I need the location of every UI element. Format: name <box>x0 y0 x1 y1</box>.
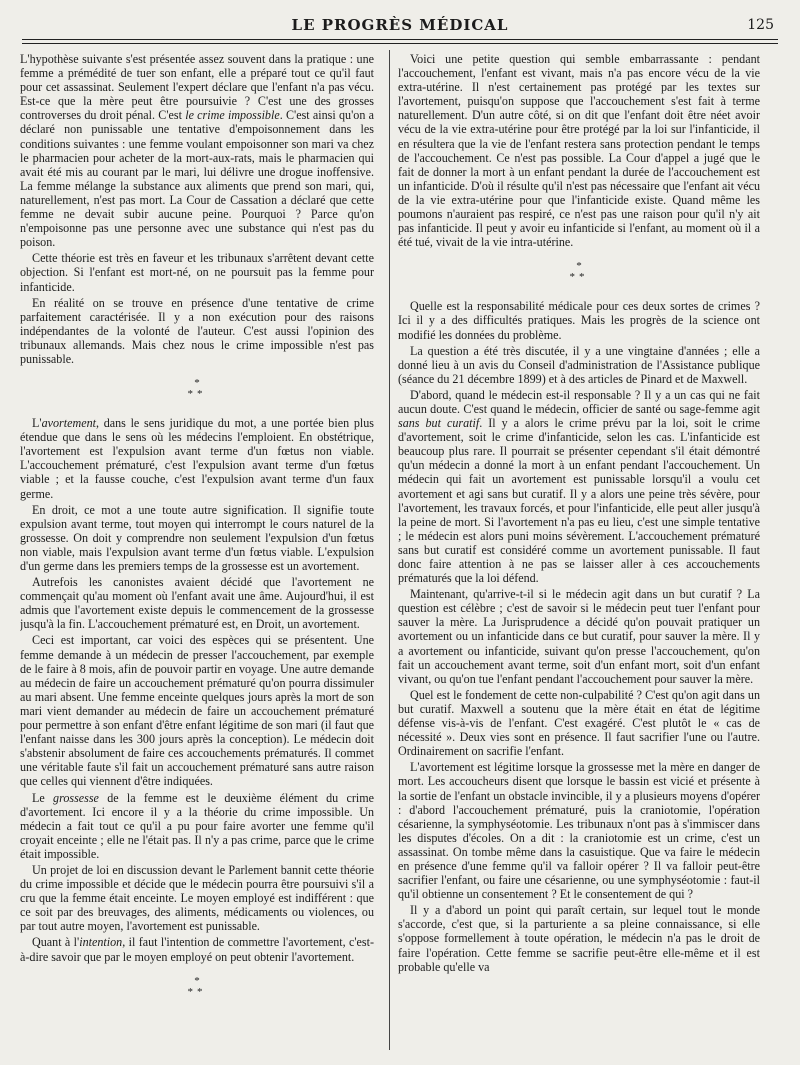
asterism-bottom: ** <box>187 388 207 401</box>
page-number: 125 <box>747 17 774 33</box>
text: , il faut l'intention de commettre l'avortement, c'est-à-dire savoir que par le moyen employé on peut obtenir l'avortement. <box>20 935 374 964</box>
paragraph: La question a été très discutée, il y a une vingtaine d'années ; elle a donné lieu à un avis du Conseil d'administration de l'Assistance publique (séance du 21 décembre 1899) et à des articles de Pinard et de Maxwell. <box>398 343 760 386</box>
text: de la femme est le deuxième élément du crime d'avortement. Ici encore il y a la théorie du crime impossible. Un médecin a fait tout ce qu'il a pu pour faire avorter une femme qu'il croyait enceinte ; elle ne l'était pas. Il n'y a pas crime, parce que le crime était impossible. <box>20 790 374 861</box>
paragraph: Il y a d'abord un point qui paraît certain, sur lequel tout le monde s'accorde, c'est que, si la parturiente a sa pleine connaissance, si elle s'oppose formellement à toute opération, le médecin n'a pas le droit de faire l'opération. Cette femme se sacrifie peut-être elle-même et il est probable qu'elle va <box>398 903 760 974</box>
paragraph <box>20 935 374 963</box>
asterism-top: * <box>194 974 200 987</box>
paragraph: L'avortement est légitime lorsque la grossesse met la mère en danger de mort. Les accoucheurs disent que lorsque le bassin est vicié et présente à la sortie de l'enfant un obstacle invincible, il y a plusieurs moyens d'opérer : d'abord l'accouchement prématuré, puis la craniotomie, l'opération césarienne, la symphyséotomie. Les tribunaux n'ont pas à s'immiscer dans les disputes d'écoles. On a dit : la craniotomie est un crime, c'est un assassinat. On tombe même dans la casuistique. Que va faire le médecin en présence d'une femme qu'il va falloir opérer ? Il va falloir peut-être sacrifier l'enfant, ou faire une césarienne, ou une symphyséotomie : faut-il qu'il obtienne un consentement ? Et le consentement de qui ? <box>398 760 760 902</box>
section-divider-asterism <box>20 976 374 998</box>
right-column <box>398 52 760 1057</box>
emphasis: sans but curatif <box>398 416 480 431</box>
paragraph: Voici une petite question qui semble embarrassante : pendant l'accouchement, l'enfant est vivant, mais n'a pas encore vécu de la vie extra-utérine. Il n'est certainement pas protégé par les textes sur l'avortement, puisqu'on suppose que l'accouchement s'est fait à terme naturellement. D'un autre côté, si on dit que l'enfant doit être néet avoir vécu de la vie extra-utérine pour être protégé par la loi sur l'infanticide, il en résultera que la vie de l'enfant restera sans protection pendant le temps de l'accouchement. Ce n'est pas possible. La Cour d'appel a jugé que le fait de donner la mort à un enfant pendant la durée de l'accouchement est un infanticide. D'où il résulte qu'il n'est pas nécessaire que l'enfant ait vécu de la vie extra-utérine pour que l'infanticide existe. Quand même les poumons n'auraient pas respiré, ce n'est pas une raison pour qu'il n'y ait pas infanticide. Il peut y avoir eu infanticide si l'enfant, au moment où il a été tué, vivait de la vie intra-utérine. <box>398 52 760 250</box>
emphasis: avortement <box>41 416 96 431</box>
page-header <box>22 12 778 42</box>
text: L'hypothèse suivante s'est présentée assez souvent dans la pratique : une femme a prémédité de tuer son enfant, elle a préparé tout ce qu'il faut pour cet assassinat. Seulement l'expert déclare que l'enfant n'a pas vécu. Est-ce que la mère peut être poursuivie ? C'est une des grosses controverses du droit pénal. C'est <box>20 52 374 123</box>
paragraph: Ceci est important, car voici des espèces qui se présentent. Une femme demande à un médecin de presser l'accouchement, par exemple de le faire à 8 mois, afin de pouvoir partir en voyage. Une autre demande au médecin de faire un accouchement prématuré qu'on pourra dissimuler au mari absent. Une femme enceinte quelques jours après la mort de son mari vient demander au médecin de faire un accouchement prématuré pour permettre à son enfant d'être enfant légitime de son mari (il faut que l'enfant naisse dans les 300 jours après la conception). Le médecin doit s'abstenir absolument de faire ces accouchements prématurés. Il commet une véritable faute s'il fait un accouchement prématuré sans autre raison que celles qui viennent d'être indiquées. <box>20 633 374 789</box>
text: Quant à l' <box>32 935 80 950</box>
text: D'abord, quand le médecin est-il responsable ? Il y a un cas qui ne fait aucun doute. C'est quand le médecin, officier de santé ou sage-femme agit <box>398 387 760 416</box>
text: , dans le sens juridique du mot, a une portée bien plus étendue que dans le sens où les médecins l'emploient. En obstétrique, l'avortement est l'expulsion avant terme d'un fœtus non viable. L'accouchement prématuré, c'est l'expulsion avant terme d'un fœtus viable ; et la fausse couche, c'est l'expulsion avant terme d'un faux germe. <box>20 416 374 501</box>
text: L' <box>32 416 42 431</box>
header-rule <box>22 39 778 40</box>
paragraph: Quelle est la responsabilité médicale pour ces deux sortes de crimes ? Ici il y a des difficultés pratiques. Mais les progrès de la science ont modifié les données du problème. <box>398 299 760 342</box>
paragraph: En réalité on se trouve en présence d'une tentative de crime parfaitement caractérisée. Il y a non exécution pour des raisons indépendantes de la volonté de l'auteur. C'est aussi l'opinion des tribunaux allemands. Mais chez nous le crime impossible n'est pas punissable. <box>20 295 374 366</box>
asterism-top: * <box>194 377 200 390</box>
column-separator <box>389 50 390 1050</box>
paragraph: Cette théorie est très en faveur et les tribunaux s'arrêtent devant cette objection. Si l'enfant est mort-né, on ne poursuit pas la femme pour infanticide. <box>20 251 374 294</box>
section-divider-asterism <box>398 261 760 283</box>
asterism-bottom: ** <box>187 985 207 998</box>
emphasis: le crime impossible <box>185 108 280 123</box>
paragraph <box>20 52 374 249</box>
paragraph <box>20 416 374 501</box>
paragraph: Quel est le fondement de cette non-culpabilité ? C'est qu'on agit dans un but curatif. Maxwell a soutenu que la mère était en état de légitime défense vis-à-vis de l'enfant. C'est exagéré. C'est plutôt le « cas de nécessité ». Deux vies sont en présence. Il faut sacrifier l'une ou l'autre. Ordinairement on sacrifie l'enfant. <box>398 687 760 759</box>
paragraph <box>398 388 760 585</box>
paragraph: Autrefois les canonistes avaient décidé que l'avortement ne commençait qu'au moment où l'enfant avait une âme. Aujourd'hui, il est admis que l'avortement existe depuis le commencement de la grossesse jusqu'à la fin. L'accouchement prématuré est, en Droit, un avortement. <box>20 575 374 632</box>
asterism-top: * <box>576 260 582 273</box>
emphasis: intention <box>79 935 123 950</box>
emphasis: grossesse <box>53 790 99 805</box>
paragraph <box>20 791 374 861</box>
text: . Il y a alors le crime prévu par la loi, soit le crime d'avortement, soit le crime d'infanticide, selon les cas. L'infanticide est beaucoup plus rare. Il pourrait se présenter cependant s'il était démontré qu'un médecin a donné la mort à un enfant pendant l'accouchement. Un médecin qui fait un avortement est punissable lorsqu'il a voulu cet avortement et agi sans but curatif. Il y a alors une peine très sévère, pour l'avortement, les travaux forcés, et pour l'infanticide, elle peut aller jusqu'à la peine de mort. Si l'avortement n'a pas eu lieu, c'est une simple tentative ; le médecin est alors puni moins sévèrement. L'accouchement prématuré sans but curatif est considéré comme un avortement punissable. Il faut donc faire attention à ne pas se laisser aller à ces accouchements prématurés que la loi défend. <box>398 416 760 586</box>
paragraph: En droit, ce mot a une toute autre signification. Il signifie toute expulsion avant terme, tout moyen qui interrompt le cours naturel de la grossesse. On doit y comprendre non seulement l'expulsion d'un fœtus non viable, mais l'expulsion avant terme d'un fœtus viable. L'expulsion d'un germe dans les premiers temps de la grossesse est un avortement. <box>20 502 374 573</box>
journal-title: LE PROGRÈS MÉDICAL <box>291 16 509 34</box>
text: Le <box>32 790 54 805</box>
header-rule-thin <box>22 43 778 44</box>
text: . C'est ainsi qu'on a déclaré non punissable une tentative d'empoisonnement dans les conditions suivantes : une femme voulant empoisonner son mari va chez le pharmacien pour acheter de la mort-aux-rats, mais le pharmacien qui avait été mis au courant par le mari, lui délivre une drogue inoffensive. La femme mélange la substance aux aliments que prend son mari, qui, naturellement, n'est pas mort. La Cour de Cassation a déclaré que cette femme ne devait subir aucune peine. Pourquoi ? Parce qu'on n'empoisonne pas une personne avec une substance qui n'est pas du poison. <box>20 108 374 250</box>
paragraph: Un projet de loi en discussion devant le Parlement bannit cette théorie du crime impossible et décide que le médecin pourra être poursuivi s'il a cru que la femme était enceinte. Le moyen employé est indifférent : que ce soit par des breuvages, des aliments, médicaments ou violences, ou par tout autre moyen, l'avortement est punissable. <box>20 862 374 934</box>
paragraph: Maintenant, qu'arrive-t-il si le médecin agit dans un but curatif ? La question est célèbre ; c'est de savoir si le médecin peut tuer l'enfant pour sauver la mère. La Jurisprudence a décidé qu'on pouvait pratiquer un avortement ou un infanticide dans ce but curatif, pour sauver la mère. Il y a avortement ou infanticide, suivant qu'on presse l'accouchement, qu'on fait un accouchement avant terme, soit d'un enfant mort, soit d'un enfant vivant, ou qu'on tue l'enfant pendant l'accouchement pour sauver la mère. <box>398 587 760 686</box>
section-divider-asterism <box>20 378 374 400</box>
asterism-bottom: ** <box>569 271 589 284</box>
left-column <box>20 52 374 1057</box>
